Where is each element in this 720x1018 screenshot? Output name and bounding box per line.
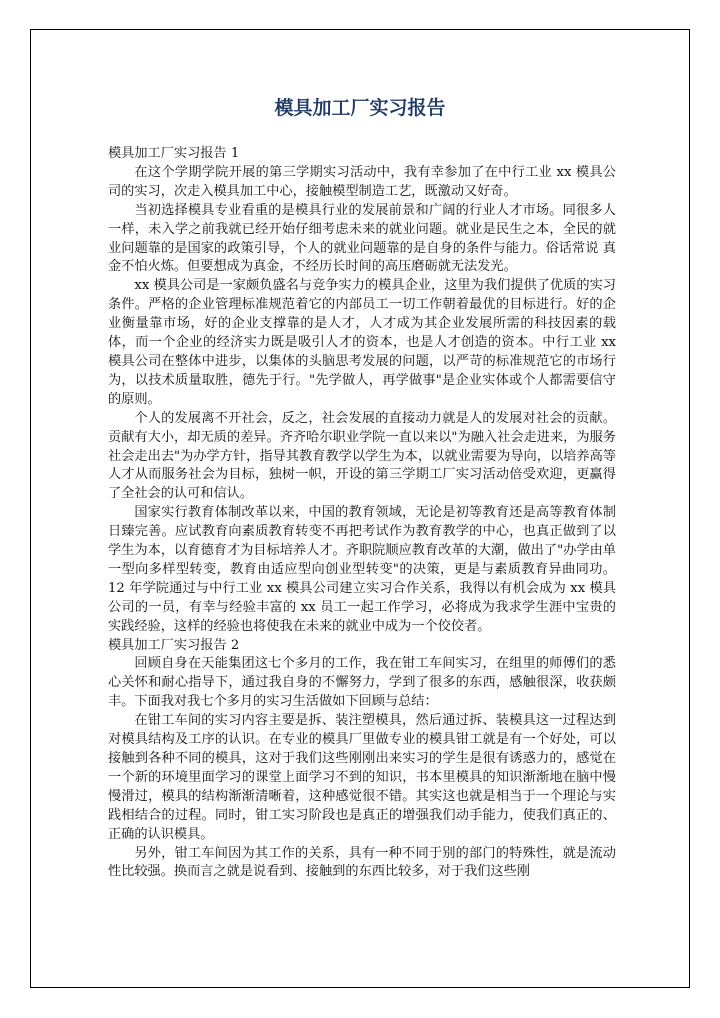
paragraph: 国家实行教育体制改革以来，中国的教育领域，无论是初等教育还是高等教育体制日臻完善。应试教育向素质教育转变不再把考试作为教育教学的中心，也真正做到了以学生为本，以育德育才为目标培养人才。齐职院顺应教育改革的大潮，做出了"办学由单一型向多样型转变，教育由适应型向创业型转变"的决策，更是与素质教育异曲同功。12 年学院通过与中行工业 xx 模具公司建立实习合作关系，我得以有机会成为 xx 模具公司的一员，有幸与经验丰富的 xx 员工一起工作学习，必将成为我求学生涯中宝贵的实践经验，这样的经验也将使我在未来的就业中成为一个佼佼者。 [108, 505, 616, 634]
paragraph: 个人的发展离不开社会，反之，社会发展的直接动力就是人的发展对社会的贡献。贡献有大小，却无质的差异。齐齐哈尔职业学院一直以来以"为融入社会走进来，为服务社会走出去"为办学方针，指导其教育教学以学生为本，以就业需要为导向，以培养高等人才从而服务社会为目标，独树一帜，开设的第三学期工厂实习活动倍受欢迎，更赢得了全社会的认可和信认。 [108, 410, 616, 502]
document-page [30, 29, 690, 988]
document-body [108, 145, 616, 882]
paragraph: xx 模具公司是一家颇负盛名与竞争实力的模具企业，这里为我们提供了优质的实习条件。严格的企业管理标准规范着它的内部员工一切工作朝着最优的目标进行。好的企业衡量靠市场，好的企业支撑靠的是人才，人才成为其企业发展所需的科技因素的载体，而一个企业的经济实力既是吸引人才的资本，也是人才创造的资本。中行工业 xx 模具公司在整体中进步，以集体的头脑思考发展的问题，以严苛的标准规范它的市场行为，以技术质量取胜，德先于行。"先学做人，再学做事"是企业实体或个人都需要信守的原则。 [108, 278, 616, 407]
section-heading: 模具加工厂实习报告 2 [108, 637, 240, 653]
section-heading: 模具加工厂实习报告 1 [108, 146, 240, 161]
document-title: 模具加工厂实习报告 [274, 97, 446, 119]
paragraph: 当初选择模具专业看重的是模具行业的发展前景和广阔的行业人才市场。同很多人一样，未入学之前我就已经开始仔细考虑未来的就业问题。就业是民生之本，全民的就业问题靠的是国家的政策引导，个人的就业问题靠的是自身的条件与能力。俗话常说 真金不怕火炼。但要想成为真金，不经历长时间的高压磨砺就无法发光。 [108, 202, 616, 275]
paragraph: 另外，钳工车间因为其工作的关系，具有一种不同于别的部门的特殊性，就是流动性比较强。换而言之就是说看到、接触到的东西比较多，对于我们这些刚 [108, 845, 616, 880]
paragraph: 回顾自身在天能集团这七个多月的工作，我在钳工车间实习，在组里的师傅们的悉心关怀和耐心指导下，通过我自身的不懈努力，学到了很多的东西，感触很深，收获颇丰。下面我对我七个多月的实习生活做如下回顾与总结： [108, 656, 616, 710]
paragraph: 在钳工车间的实习内容主要是拆、装注塑模具，然后通过拆、装模具这一过程达到对模具结构及工序的认识。在专业的模具厂里做专业的模具钳工就是有一个好处，可以接触到各种不同的模具，这对于我们这些刚刚出来实习的学生是很有诱惑力的，感觉在一个新的环境里面学习的课堂上面学习不到的知识，书本里模具的知识渐渐地在脑中慢慢滑过，模具的结构渐渐清晰着，这种感觉很不错。其实这也就是相当于一个理论与实践相结合的过程。同时，钳工实习阶段也是真正的增强我们动手能力，使我们真正的、正确的认识模具。 [108, 713, 616, 842]
paragraph: 在这个学期学院开展的第三学期实习活动中，我有幸参加了在中行工业 xx 模具公司的实习，次走入模具加工中心，接触模型制造工艺，既激动又好奇。 [108, 164, 616, 199]
